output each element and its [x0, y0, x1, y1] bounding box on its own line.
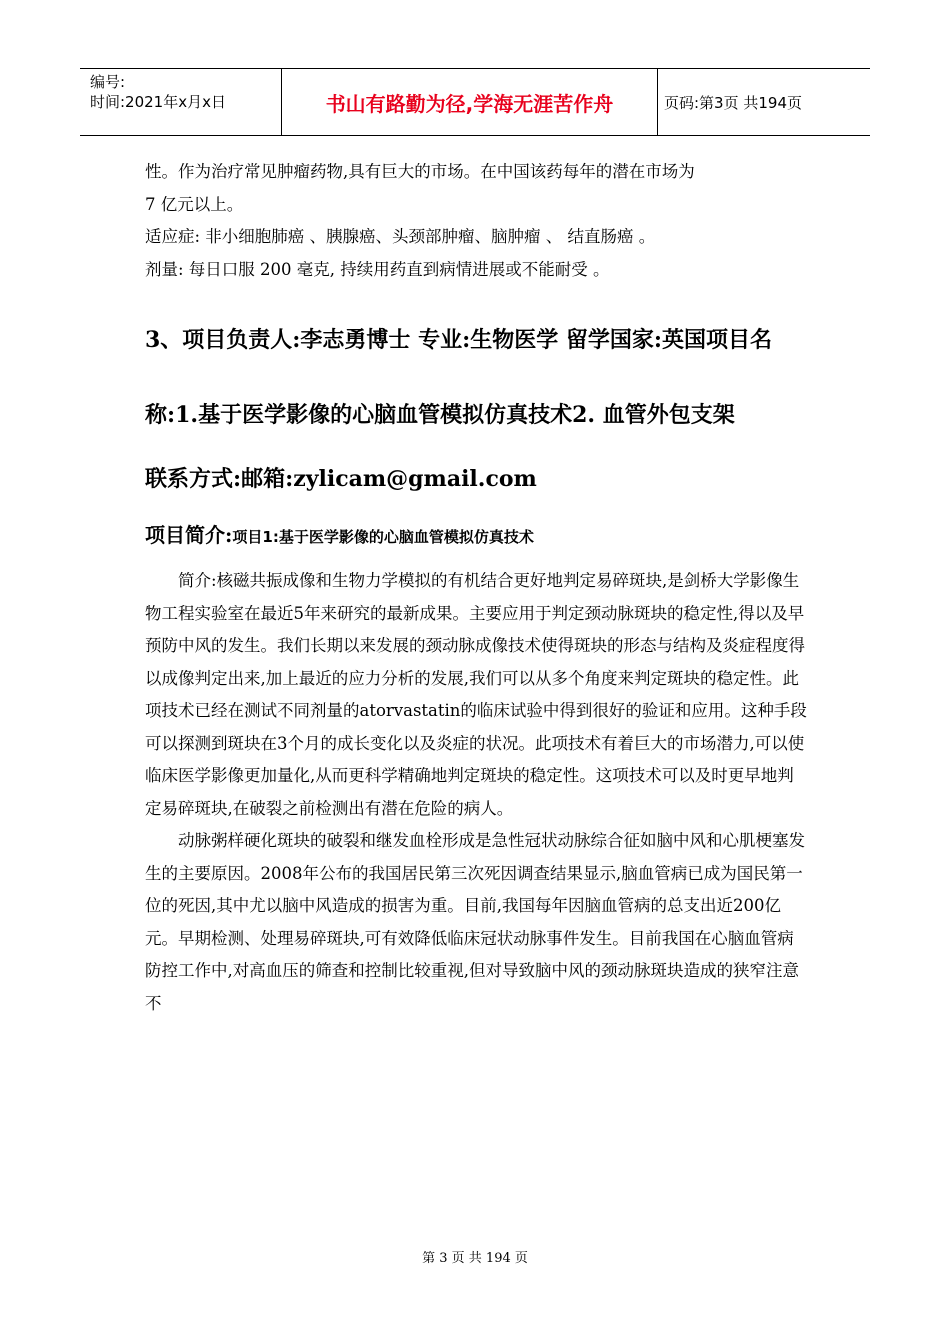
intro-label: 项目简介:	[145, 523, 233, 547]
intro-heading	[145, 513, 807, 559]
intro-project-title: 项目1:基于医学影像的心脑血管模拟仿真技术	[232, 528, 534, 546]
header-page-info: 页码:第3页 共194页	[664, 93, 802, 112]
intro-paragraph-1: 简介:核磁共振成像和生物力学模拟的有机结合更好地判定易碎斑块,是剑桥大学影像生物工程实验室在最近5年来研究的最新成果。主要应用于判定颈动脉斑块的稳定性,得以及早预防中风的发生。我们长期以来发展的颈动脉成像技术使得斑块的形态与结构及炎症程度得以成像判定出来,加上最近的应力分析的发展,我们可以从多个角度来判定斑块的稳定性。此项技术已经在测试不同剂量的atorvastatin的临床试验中得到很好的验证和应用。这种手段可以探测到斑块在3个月的成长变化以及炎症的状况。此项技术有着巨大的市场潜力,可以使临床医学影像更加量化,从而更科学精确地判定斑块的稳定性。这项技术可以及时更早地判定易碎斑块,在破裂之前检测出有潜在危险的病人。	[145, 571, 807, 818]
contact-line: 联系方式:邮箱:zylicam@gmail.com	[145, 466, 537, 492]
dosage-line: 剂量: 每日口服 200 毫克, 持续用药直到病情进展或不能耐受 。	[145, 259, 610, 279]
page-header	[80, 68, 870, 136]
document-body	[145, 156, 807, 1020]
intro-paragraph-2: 动脉粥样硬化斑块的破裂和继发血栓形成是急性冠状动脉综合征如脑中风和心肌梗塞发生的主要原因。2008年公布的我国居民第三次死因调查结果显示,脑血管病已成为国民第一位的死因,其中尤以脑中风造成的损害为重。目前,我国每年因脑血管病的总支出近200亿元。早期检测、处理易碎斑块,可有效降低临床冠状动脉事件发生。目前我国在心脑血管病防控工作中,对高血压的筛查和控制比较重视,但对导致脑中风的颈动脉斑块造成的狭窄注意不	[145, 831, 805, 1013]
indications-line: 适应症: 非小细胞肺癌 、胰腺癌、头颈部肿瘤、脑肿瘤 、 结直肠癌 。	[145, 227, 656, 246]
time-label: 时间:2021年x月x日	[90, 93, 226, 111]
header-slogan: 书山有路勤为径,学海无涯苦作舟	[282, 69, 658, 135]
section-3-heading: 3、项目负责人:李志勇博士 专业:生物医学 留学国家:英国项目名称:1.基于医学影像的心脑血管模拟仿真技术2. 血管外包支架	[145, 327, 772, 428]
header-meta	[80, 69, 282, 135]
drug-line: 7 亿元以上。	[145, 194, 244, 214]
serial-label: 编号:	[90, 73, 126, 91]
drug-line: 性。作为治疗常见肿瘤药物,具有巨大的市场。在中国该药每年的潜在市场为	[145, 162, 695, 181]
page-footer: 第 3 页 共 194 页	[422, 1251, 528, 1266]
